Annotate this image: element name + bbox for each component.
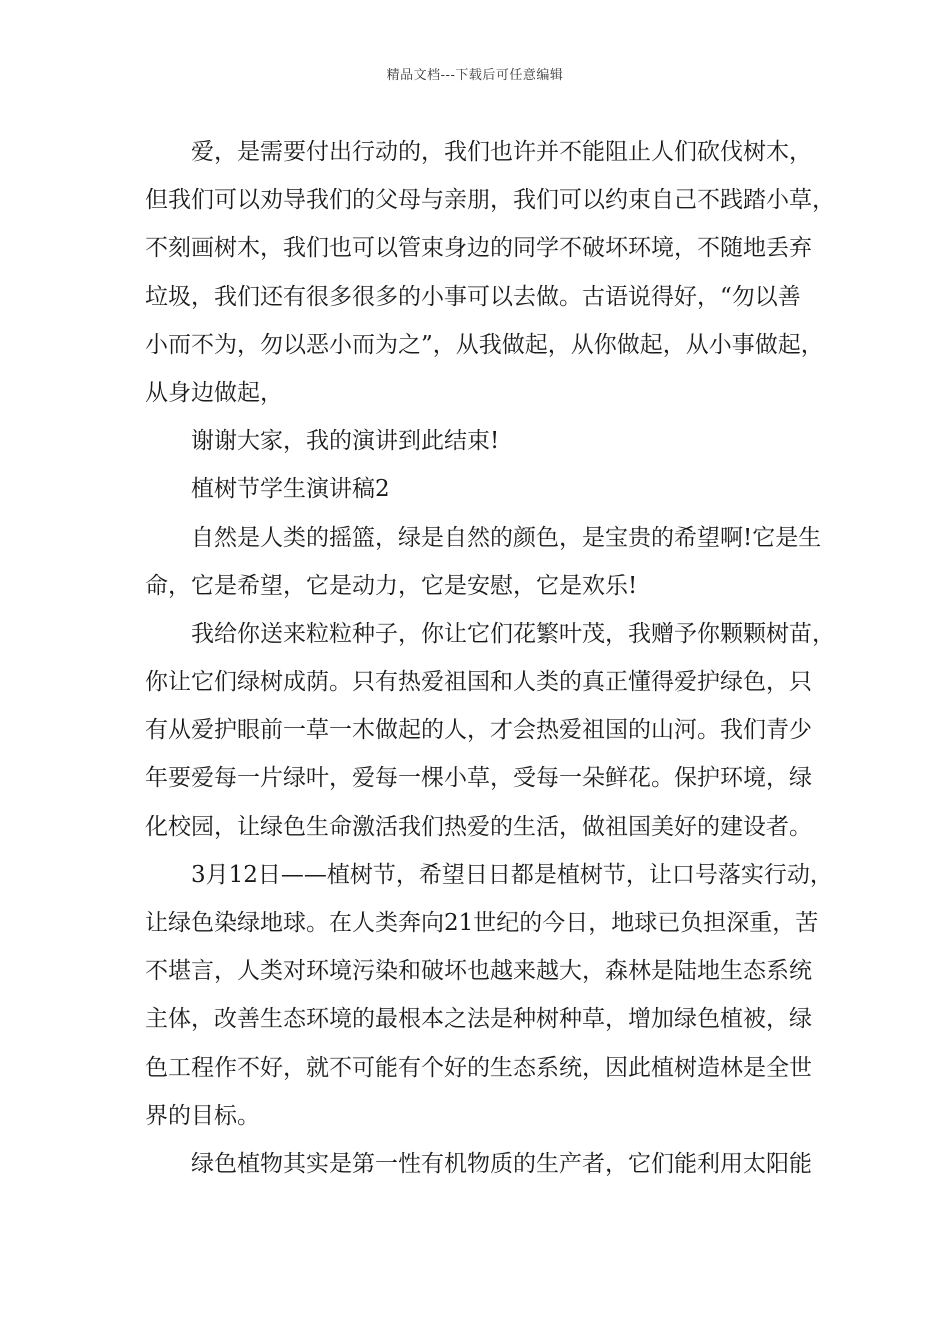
text-line: 爱，是需要付出行动的，我们也许并不能阻止人们砍伐树木， [191,139,812,165]
text-line: 我给你送来粒粒种子，你让它们花繁叶茂，我赠予你颗颗树苗， [191,620,835,647]
text-line: 界的目标。 [145,1102,260,1129]
text-line: 年要爱每一片绿叶，爱每一棵小草，受每一朵鲜花。保护环境，绿 [145,765,812,792]
text-line: 垃圾，我们还有很多很多的小事可以去做。古语说得好，“勿以善 [145,283,801,310]
text-line: 不堪言，人类对环境污染和破坏也越来越大，森林是陆地生态系统 [145,958,812,985]
text-line: 你让它们绿树成荫。只有热爱祖国和人类的真正懂得爱护绿色，只 [145,669,812,696]
text-line: 色工程作不好，就不可能有个好的生态系统，因此植树造林是全世 [145,1054,812,1081]
text-line: 植树节学生演讲稿2 [191,476,390,503]
text-line: 自然是人类的摇篮，绿是自然的颜色，是宝贵的希望啊!它是生 [191,524,822,551]
text-line: 小而不为，勿以恶小而为之”，从我做起，从你做起，从小事做起， [145,331,824,358]
text-line: 谢谢大家，我的演讲到此结束! [191,428,500,455]
text-line: 化校园，让绿色生命激活我们热爱的生活，做祖国美好的建设者。 [145,813,812,840]
text-line: 让绿色染绿地球。在人类奔向21世纪的今日，地球已负担深重，苦 [145,910,819,936]
text-line: 从身边做起， [145,379,283,406]
text-line: 有从爱护眼前一草一木做起的人，才会热爱祖国的山河。我们青少 [145,717,812,744]
text-line: 但我们可以劝导我们的父母与亲朋，我们可以约束自己不践踏小草， [145,187,835,214]
text-line: 3月12日——植树节，希望日日都是植树节，让口号落实行动， [191,861,833,888]
text-line: 绿色植物其实是第一性有机物质的生产者，它们能利用太阳能 [191,1150,812,1177]
text-line: 命，它是希望，它是动力，它是安慰，它是欢乐! [145,572,638,599]
text-line: 不刻画树木，我们也可以管束身边的同学不破坏环境，不随地丢弃 [145,235,812,262]
text-line: 主体，改善生态环境的最根本之法是种树种草，增加绿色植被，绿 [145,1006,812,1033]
document-body [145,128,835,1188]
page-header: 精品文档---下载后可任意编辑 [386,68,564,83]
